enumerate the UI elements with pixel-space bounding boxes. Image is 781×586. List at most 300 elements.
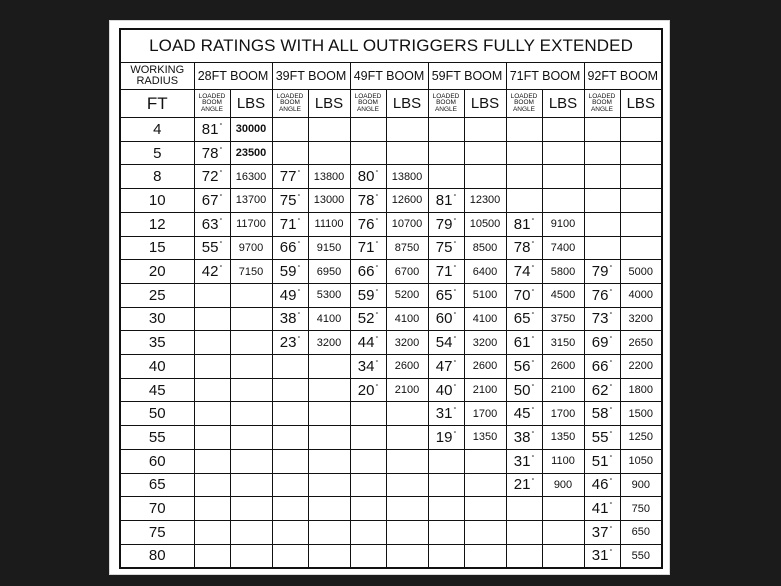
loaded-boom-angle-header bbox=[350, 90, 386, 118]
load-lbs-cell bbox=[308, 544, 350, 568]
lbs-value: 16300 bbox=[235, 170, 267, 183]
load-lbs-cell bbox=[230, 141, 272, 165]
angle-value: 23 bbox=[279, 334, 297, 352]
boom-angle-cell bbox=[584, 473, 620, 497]
load-lbs-cell bbox=[386, 544, 428, 568]
load-lbs-cell bbox=[386, 520, 428, 544]
angle-value: 51 bbox=[591, 452, 609, 470]
angle-value: 71 bbox=[279, 215, 297, 233]
lbs-value: 5100 bbox=[472, 289, 498, 302]
load-lbs-cell bbox=[308, 355, 350, 379]
boom-angle-cell bbox=[584, 212, 620, 236]
angle-value: 31 bbox=[591, 547, 609, 565]
load-lbs-cell bbox=[230, 331, 272, 355]
lbs-value: 4100 bbox=[316, 312, 342, 325]
load-lbs-cell bbox=[542, 260, 584, 284]
working-radius-cell: 50 bbox=[120, 402, 194, 426]
angle-value: 45 bbox=[513, 405, 531, 423]
degree-symbol: ° bbox=[219, 217, 223, 225]
degree-symbol: ° bbox=[453, 312, 457, 320]
loaded-boom-angle-line: LOADED bbox=[510, 92, 538, 100]
boom-angle-cell bbox=[350, 426, 386, 450]
angle-value: 41 bbox=[591, 500, 609, 518]
lbs-value: 3200 bbox=[394, 336, 420, 349]
angle-value: 81 bbox=[513, 215, 531, 233]
boom-angle-cell bbox=[194, 402, 230, 426]
boom-angle-cell bbox=[506, 544, 542, 568]
degree-symbol: ° bbox=[453, 430, 457, 438]
lbs-value: 1100 bbox=[551, 455, 575, 468]
angle-value: 58 bbox=[591, 405, 609, 423]
lbs-value: 1800 bbox=[628, 384, 654, 397]
boom-angle-cell bbox=[194, 449, 230, 473]
boom-angle-cell bbox=[272, 544, 308, 568]
angle-value: 66 bbox=[591, 357, 609, 375]
table-row bbox=[120, 473, 662, 497]
degree-symbol: ° bbox=[219, 146, 223, 154]
load-lbs-cell bbox=[620, 449, 662, 473]
boom-angle-cell bbox=[194, 520, 230, 544]
load-lbs-cell bbox=[386, 449, 428, 473]
load-lbs-cell bbox=[386, 378, 428, 402]
boom-header-59ft: 59FT BOOM bbox=[428, 63, 506, 90]
working-radius-cell: 65 bbox=[120, 473, 194, 497]
working-radius-cell: 80 bbox=[120, 544, 194, 568]
degree-symbol: ° bbox=[531, 217, 535, 225]
working-radius-header bbox=[120, 63, 194, 90]
boom-angle-cell bbox=[584, 236, 620, 260]
angle-value: 38 bbox=[513, 428, 531, 446]
load-lbs-cell bbox=[386, 212, 428, 236]
load-lbs-cell bbox=[230, 544, 272, 568]
degree-symbol: ° bbox=[297, 336, 301, 344]
boom-angle-cell bbox=[584, 260, 620, 284]
boom-angle-cell bbox=[350, 212, 386, 236]
working-radius-cell: 40 bbox=[120, 355, 194, 379]
degree-symbol: ° bbox=[531, 265, 535, 273]
load-lbs-cell bbox=[230, 355, 272, 379]
angle-value: 74 bbox=[513, 263, 531, 281]
boom-angle-cell bbox=[350, 236, 386, 260]
boom-angle-cell bbox=[428, 283, 464, 307]
load-lbs-cell bbox=[308, 473, 350, 497]
loaded-boom-angle-line: BOOM bbox=[358, 99, 378, 107]
degree-symbol: ° bbox=[219, 122, 223, 130]
load-lbs-cell bbox=[308, 449, 350, 473]
lbs-value: 3150 bbox=[550, 336, 576, 349]
degree-symbol: ° bbox=[531, 241, 535, 249]
load-lbs-cell bbox=[464, 260, 506, 284]
degree-symbol: ° bbox=[375, 170, 379, 178]
boom-angle-cell bbox=[350, 283, 386, 307]
lbs-value: 7400 bbox=[550, 241, 576, 254]
lbs-value: 4000 bbox=[628, 289, 654, 302]
load-lbs-cell bbox=[230, 165, 272, 189]
angle-value: 54 bbox=[435, 334, 453, 352]
angle-value: 59 bbox=[357, 286, 375, 304]
boom-angle-cell bbox=[272, 260, 308, 284]
load-lbs-cell bbox=[464, 520, 506, 544]
boom-angle-cell bbox=[272, 236, 308, 260]
boom-angle-cell bbox=[506, 236, 542, 260]
load-lbs-cell bbox=[308, 189, 350, 213]
lbs-value: 11700 bbox=[236, 218, 266, 231]
load-lbs-cell bbox=[542, 189, 584, 213]
degree-symbol: ° bbox=[297, 265, 301, 273]
loaded-boom-angle-header bbox=[584, 90, 620, 118]
load-lbs-cell bbox=[464, 473, 506, 497]
load-lbs-cell bbox=[308, 165, 350, 189]
load-lbs-cell bbox=[464, 497, 506, 521]
lbs-value: 6400 bbox=[472, 265, 498, 278]
degree-symbol: ° bbox=[375, 383, 379, 391]
boom-angle-cell bbox=[272, 497, 308, 521]
degree-symbol: ° bbox=[297, 193, 301, 201]
degree-symbol: ° bbox=[531, 312, 535, 320]
loaded-boom-angle-header bbox=[272, 90, 308, 118]
angle-value: 65 bbox=[513, 310, 531, 328]
table-row bbox=[120, 212, 662, 236]
degree-symbol: ° bbox=[375, 241, 379, 249]
boom-angle-cell bbox=[194, 331, 230, 355]
lbs-value: 8750 bbox=[394, 241, 420, 254]
lbs-value: 2200 bbox=[628, 360, 654, 373]
degree-symbol: ° bbox=[609, 312, 613, 320]
angle-value: 44 bbox=[357, 334, 375, 352]
degree-symbol: ° bbox=[453, 336, 457, 344]
load-lbs-cell bbox=[542, 378, 584, 402]
angle-value: 38 bbox=[279, 310, 297, 328]
load-lbs-cell bbox=[620, 118, 662, 142]
degree-symbol: ° bbox=[219, 265, 223, 273]
boom-angle-cell bbox=[194, 236, 230, 260]
table-row bbox=[120, 141, 662, 165]
load-lbs-cell bbox=[620, 497, 662, 521]
boom-angle-cell bbox=[428, 355, 464, 379]
degree-symbol: ° bbox=[609, 265, 613, 273]
table-row bbox=[120, 118, 662, 142]
boom-angle-cell bbox=[506, 307, 542, 331]
boom-angle-cell bbox=[350, 473, 386, 497]
load-lbs-cell bbox=[464, 283, 506, 307]
degree-symbol: ° bbox=[375, 336, 379, 344]
load-lbs-cell bbox=[542, 118, 584, 142]
degree-symbol: ° bbox=[609, 502, 613, 510]
load-lbs-cell bbox=[620, 141, 662, 165]
boom-angle-cell bbox=[506, 497, 542, 521]
boom-angle-cell bbox=[272, 118, 308, 142]
load-lbs-cell bbox=[542, 165, 584, 189]
lbs-header: LBS bbox=[464, 90, 506, 118]
angle-value: 80 bbox=[357, 168, 375, 186]
boom-angle-cell bbox=[350, 520, 386, 544]
table-row bbox=[120, 355, 662, 379]
lbs-value: 7150 bbox=[238, 265, 264, 278]
loaded-boom-angle-line: ANGLE bbox=[278, 105, 302, 113]
load-lbs-cell bbox=[230, 283, 272, 307]
boom-header-71ft: 71FT BOOM bbox=[506, 63, 584, 90]
load-lbs-cell bbox=[464, 165, 506, 189]
boom-angle-cell bbox=[506, 473, 542, 497]
table-row bbox=[120, 520, 662, 544]
angle-value: 56 bbox=[513, 357, 531, 375]
table-row bbox=[120, 307, 662, 331]
working-radius-cell: 60 bbox=[120, 449, 194, 473]
lbs-header: LBS bbox=[620, 90, 662, 118]
boom-angle-cell bbox=[506, 260, 542, 284]
degree-symbol: ° bbox=[609, 549, 613, 557]
lbs-value: 6700 bbox=[394, 265, 420, 278]
angle-value: 65 bbox=[435, 286, 453, 304]
load-lbs-cell bbox=[464, 449, 506, 473]
boom-angle-cell bbox=[272, 307, 308, 331]
angle-value: 21 bbox=[513, 476, 531, 494]
load-lbs-cell bbox=[620, 331, 662, 355]
lbs-value: 12600 bbox=[391, 194, 423, 207]
load-lbs-cell bbox=[308, 497, 350, 521]
degree-symbol: ° bbox=[453, 359, 457, 367]
working-radius-cell: 75 bbox=[120, 520, 194, 544]
boom-angle-cell bbox=[272, 473, 308, 497]
lbs-value: 650 bbox=[631, 526, 650, 539]
load-lbs-cell bbox=[386, 283, 428, 307]
lbs-value: 8500 bbox=[472, 241, 498, 254]
angle-value: 59 bbox=[279, 263, 297, 281]
load-lbs-cell bbox=[464, 118, 506, 142]
load-lbs-cell bbox=[464, 378, 506, 402]
boom-angle-cell bbox=[350, 189, 386, 213]
load-lbs-cell bbox=[308, 283, 350, 307]
boom-angle-cell bbox=[350, 331, 386, 355]
degree-symbol: ° bbox=[375, 359, 379, 367]
angle-value: 69 bbox=[591, 334, 609, 352]
working-radius-cell: 5 bbox=[120, 141, 194, 165]
angle-value: 66 bbox=[279, 239, 297, 257]
angle-value: 77 bbox=[279, 168, 297, 186]
boom-angle-cell bbox=[506, 118, 542, 142]
table-row bbox=[120, 260, 662, 284]
boom-angle-cell bbox=[350, 260, 386, 284]
boom-angle-cell bbox=[584, 141, 620, 165]
working-radius-cell: 8 bbox=[120, 165, 194, 189]
angle-value: 70 bbox=[513, 286, 531, 304]
degree-symbol: ° bbox=[531, 454, 535, 462]
angle-value: 81 bbox=[201, 120, 219, 138]
lbs-value: 2100 bbox=[472, 384, 498, 397]
lbs-value: 13700 bbox=[235, 194, 267, 207]
boom-angle-cell bbox=[584, 331, 620, 355]
load-lbs-cell bbox=[542, 520, 584, 544]
lbs-value: 2600 bbox=[394, 360, 420, 373]
angle-value: 47 bbox=[435, 357, 453, 375]
degree-symbol: ° bbox=[219, 241, 223, 249]
boom-angle-cell bbox=[272, 189, 308, 213]
lbs-value: 5200 bbox=[394, 289, 420, 302]
lbs-value: 23500 bbox=[235, 147, 267, 160]
working-radius-cell: 70 bbox=[120, 497, 194, 521]
lbs-value: 1700 bbox=[472, 407, 498, 420]
boom-angle-cell bbox=[584, 544, 620, 568]
load-lbs-cell bbox=[542, 331, 584, 355]
load-lbs-cell bbox=[308, 402, 350, 426]
loaded-boom-angle-header bbox=[428, 90, 464, 118]
boom-angle-cell bbox=[506, 449, 542, 473]
boom-angle-cell bbox=[584, 165, 620, 189]
load-lbs-cell bbox=[542, 307, 584, 331]
load-lbs-cell bbox=[620, 212, 662, 236]
lbs-value: 4100 bbox=[394, 312, 420, 325]
boom-angle-cell bbox=[428, 118, 464, 142]
lbs-value: 12300 bbox=[469, 194, 501, 207]
load-lbs-cell bbox=[308, 520, 350, 544]
boom-angle-cell bbox=[272, 331, 308, 355]
boom-angle-cell bbox=[272, 426, 308, 450]
degree-symbol: ° bbox=[453, 193, 457, 201]
boom-angle-cell bbox=[428, 497, 464, 521]
angle-value: 52 bbox=[357, 310, 375, 328]
table-row bbox=[120, 497, 662, 521]
lbs-value: 3200 bbox=[628, 312, 654, 325]
load-lbs-cell bbox=[230, 378, 272, 402]
load-chart-sheet bbox=[109, 20, 670, 575]
angle-value: 50 bbox=[513, 381, 531, 399]
boom-angle-cell bbox=[194, 544, 230, 568]
boom-angle-cell bbox=[350, 307, 386, 331]
load-lbs-cell bbox=[464, 141, 506, 165]
degree-symbol: ° bbox=[609, 383, 613, 391]
degree-symbol: ° bbox=[609, 478, 613, 486]
load-lbs-cell bbox=[620, 307, 662, 331]
degree-symbol: ° bbox=[609, 454, 613, 462]
lbs-value: 10500 bbox=[469, 218, 501, 231]
lbs-value: 3750 bbox=[550, 312, 576, 325]
load-lbs-cell bbox=[542, 283, 584, 307]
load-lbs-cell bbox=[464, 236, 506, 260]
load-lbs-cell bbox=[386, 426, 428, 450]
angle-value: 75 bbox=[435, 239, 453, 257]
angle-value: 72 bbox=[201, 168, 219, 186]
boom-angle-cell bbox=[428, 165, 464, 189]
degree-symbol: ° bbox=[531, 359, 535, 367]
boom-angle-cell bbox=[506, 165, 542, 189]
load-lbs-cell bbox=[308, 118, 350, 142]
lbs-value: 11100 bbox=[314, 218, 344, 231]
boom-angle-cell bbox=[428, 473, 464, 497]
lbs-header: LBS bbox=[386, 90, 428, 118]
lbs-value: 2100 bbox=[550, 384, 576, 397]
boom-angle-cell bbox=[350, 165, 386, 189]
boom-angle-cell bbox=[194, 189, 230, 213]
load-lbs-cell bbox=[386, 165, 428, 189]
working-radius-cell: 20 bbox=[120, 260, 194, 284]
boom-angle-cell bbox=[194, 473, 230, 497]
load-lbs-cell bbox=[464, 189, 506, 213]
load-lbs-cell bbox=[620, 236, 662, 260]
load-lbs-cell bbox=[230, 212, 272, 236]
boom-angle-cell bbox=[272, 402, 308, 426]
load-lbs-cell bbox=[542, 426, 584, 450]
load-lbs-cell bbox=[620, 520, 662, 544]
load-lbs-cell bbox=[230, 118, 272, 142]
boom-angle-cell bbox=[350, 402, 386, 426]
boom-angle-cell bbox=[584, 189, 620, 213]
angle-value: 75 bbox=[279, 191, 297, 209]
loaded-boom-angle-line: LOADED bbox=[198, 92, 226, 100]
loaded-boom-angle-line: LOADED bbox=[354, 92, 382, 100]
table-row bbox=[120, 426, 662, 450]
load-lbs-cell bbox=[230, 520, 272, 544]
load-lbs-cell bbox=[230, 189, 272, 213]
loaded-boom-angle-header bbox=[506, 90, 542, 118]
load-lbs-cell bbox=[230, 402, 272, 426]
angle-value: 31 bbox=[513, 452, 531, 470]
boom-angle-cell bbox=[272, 283, 308, 307]
lbs-value: 9150 bbox=[316, 241, 342, 254]
load-lbs-cell bbox=[386, 307, 428, 331]
degree-symbol: ° bbox=[375, 288, 379, 296]
loaded-boom-angle-line: LOADED bbox=[432, 92, 460, 100]
lbs-value: 5300 bbox=[316, 289, 342, 302]
lbs-value: 1700 bbox=[550, 407, 576, 420]
radius-unit-header: FT bbox=[120, 90, 194, 118]
load-lbs-cell bbox=[620, 165, 662, 189]
degree-symbol: ° bbox=[453, 241, 457, 249]
load-lbs-cell bbox=[464, 212, 506, 236]
load-lbs-cell bbox=[386, 331, 428, 355]
load-lbs-cell bbox=[620, 402, 662, 426]
degree-symbol: ° bbox=[219, 193, 223, 201]
load-lbs-cell bbox=[386, 236, 428, 260]
loaded-boom-angle-line: BOOM bbox=[436, 99, 456, 107]
load-lbs-cell bbox=[464, 544, 506, 568]
angle-value: 79 bbox=[591, 263, 609, 281]
angle-value: 46 bbox=[591, 476, 609, 494]
boom-angle-cell bbox=[428, 331, 464, 355]
angle-value: 79 bbox=[435, 215, 453, 233]
load-lbs-cell bbox=[386, 118, 428, 142]
load-lbs-cell bbox=[386, 355, 428, 379]
working-radius-cell: 4 bbox=[120, 118, 194, 142]
load-lbs-cell bbox=[308, 426, 350, 450]
boom-angle-cell bbox=[506, 520, 542, 544]
degree-symbol: ° bbox=[531, 383, 535, 391]
boom-angle-cell bbox=[194, 260, 230, 284]
angle-value: 76 bbox=[591, 286, 609, 304]
angle-value: 81 bbox=[435, 191, 453, 209]
degree-symbol: ° bbox=[297, 241, 301, 249]
boom-angle-cell bbox=[194, 283, 230, 307]
angle-value: 40 bbox=[435, 381, 453, 399]
boom-angle-cell bbox=[428, 520, 464, 544]
boom-angle-cell bbox=[350, 378, 386, 402]
boom-angle-cell bbox=[350, 544, 386, 568]
boom-angle-cell bbox=[428, 307, 464, 331]
boom-angle-cell bbox=[272, 378, 308, 402]
table-row bbox=[120, 331, 662, 355]
load-lbs-cell bbox=[386, 402, 428, 426]
angle-value: 71 bbox=[435, 263, 453, 281]
table-row bbox=[120, 449, 662, 473]
boom-angle-cell bbox=[428, 378, 464, 402]
boom-angle-cell bbox=[350, 355, 386, 379]
lbs-value: 1350 bbox=[550, 431, 576, 444]
boom-angle-cell bbox=[584, 426, 620, 450]
load-lbs-cell bbox=[308, 331, 350, 355]
load-lbs-cell bbox=[542, 141, 584, 165]
degree-symbol: ° bbox=[375, 217, 379, 225]
lbs-value: 750 bbox=[631, 502, 650, 515]
load-lbs-cell bbox=[230, 497, 272, 521]
